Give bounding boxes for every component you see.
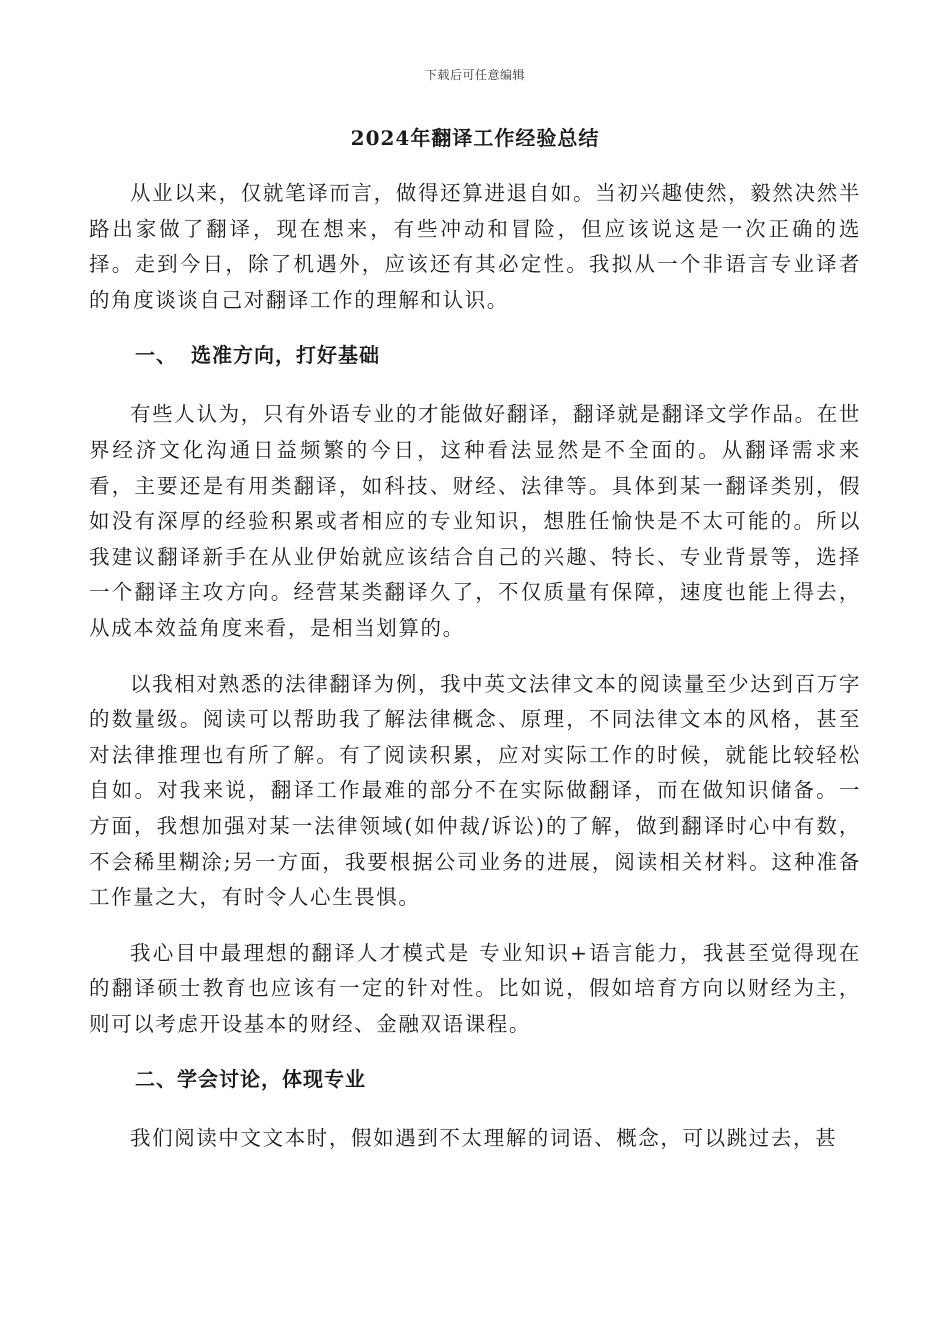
- paragraph-intro: 从业以来，仅就笔译而言，做得还算进退自如。当初兴趣使然，毅然决然半路出家做了翻译，现在想来，有些冲动和冒险，但应该说这是一次正确的选择。走到今日，除了机遇外，应该还有其必定性。我拟从一个非语言专业译者的角度谈谈自己对翻译工作的理解和认识。: [89, 181, 861, 312]
- section-number-1: 一、: [135, 343, 177, 368]
- paragraph-2: 有些人认为，只有外语专业的才能做好翻译，翻译就是翻译文学作品。在世界经济文化沟通日益频繁的今日，这种看法显然是不全面的。从翻译需求来看，主要还是有用类翻译，如科技、财经、法律等。具体到某一翻译类别，假如没有深厚的经验积累或者相应的专业知识，想胜任愉快是不太可能的。所以我建议翻译新手在从业伊始就应该结合自己的兴趣、特长、专业背景等，选择一个翻译主攻方向。经营某类翻译久了，不仅质量有保障，速度也能上得去，从成本效益角度来看，是相当划算的。: [89, 402, 861, 640]
- section-title-1: 选准方向，打好基础: [191, 343, 380, 368]
- section-title-2: 二、学会讨论，体现专业: [135, 1067, 366, 1092]
- section-heading-1: [89, 338, 861, 373]
- paragraph-3: 以我相对熟悉的法律翻译为例，我中英文法律文本的阅读量至少达到百万字的数量级。阅读可以帮助我了解法律概念、原理，不同法律文本的风格，甚至对法律推理也有所了解。有了阅读积累，应对实际工作的时候，就能比较轻松自如。对我来说，翻译工作最难的部分不在实际做翻译，而在做知识储备。一方面，我想加强对某一法律领域(如仲裁/诉讼)的了解，做到翻译时心中有数，不会稀里糊涂;另一方面，我要根据公司业务的进展，阅读相关材料。这种准备工作量之大，有时令人心生畏惧。: [89, 671, 861, 910]
- document-title: 2024年翻译工作经验总结: [350, 126, 600, 150]
- document-body: [89, 176, 861, 1177]
- section-heading-2: [89, 1062, 861, 1097]
- paragraph-5: 我们阅读中文文本时，假如遇到不太理解的词语、概念，可以跳过去，甚: [130, 1126, 838, 1151]
- paragraph-4: 我心目中最理想的翻译人才模式是 专业知识+语言能力，我甚至觉得现在的翻译硕士教育也应该有一定的针对性。比如说，假如培育方向以财经为主，则可以考虑开设基本的财经、金融双语课程。: [89, 940, 861, 1036]
- header-note: 下载后可任意编辑: [424, 68, 525, 82]
